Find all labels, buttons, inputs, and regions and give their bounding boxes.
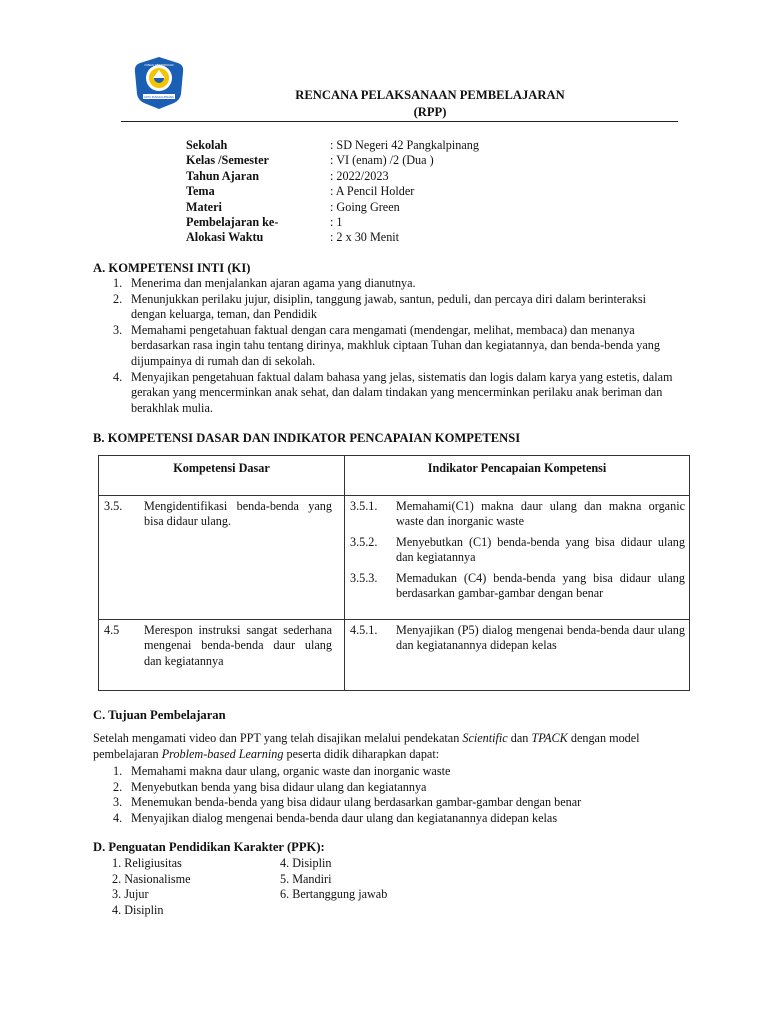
identity-row (186, 169, 479, 184)
list-item: 1. Religiusitas (112, 856, 182, 870)
identity-value: : Going Green (330, 199, 400, 214)
section-c-heading: C. Tujuan Pembelajaran (93, 708, 226, 722)
ppk-list-left (112, 856, 191, 918)
identity-label: Tahun Ajaran (186, 168, 260, 183)
list-item: 2. Menunjukkan perilaku jujur, disiplin, tanggung jawab, santun, peduli, dan percaya diri dalam berinteraksi dengan keluarga, teman, dan Pendidik (113, 291, 646, 322)
section-d-heading: D. Penguatan Pendidikan Karakter (PPK): (93, 840, 325, 854)
identity-value: : A Pencil Holder (330, 184, 415, 199)
ipk-header: Indikator Pencapaian Kompetensi (345, 456, 690, 496)
identity-value: : SD Negeri 42 Pangkalpinang (330, 138, 479, 152)
identity-value: : 2 x 30 Menit (330, 230, 400, 245)
list-item: 2. Menyebutkan benda yang bisa didaur ulang dan kegiatannya (113, 779, 427, 794)
identity-row (186, 184, 479, 199)
table-row (99, 496, 690, 620)
identity-label: Tema (186, 184, 215, 199)
list-item: 5. Mandiri (280, 871, 332, 886)
section-b-heading: B. KOMPETENSI DASAR DAN INDIKATOR PENCAPAIAN KOMPETENSI (93, 431, 521, 445)
list-item: 1. Memahami makna daur ulang, organic waste dan inorganic waste (113, 764, 451, 778)
identity-value: : 1 (330, 215, 343, 230)
ipk-cell: 3.5.1. Memahami(C1) makna daur ulang dan makna organic waste dan inorganic waste 3.5.2. Menyebutkan (C1) benda-benda yang bisa didaur ulang dan kegiatannya 3.5.3. Memadukan (C4) benda-benda yang bisa didaur ulang berdasarkan gambar-gambar dengan benar (345, 496, 690, 620)
identity-label: Kelas /Semester (186, 153, 269, 168)
objective-list (113, 764, 679, 826)
list-item: 4. Menyajikan pengetahuan faktual dalam bahasa yang jelas, sistematis dan logis dalam karya yang estetis, dalam gerakan yang mencerminkan anak sehat, dan dalam tindakan yang mencerminkan perilaku anak beriman dan berakhlak mulia. (113, 369, 673, 415)
identity-label: Sekolah (186, 138, 228, 152)
header-divider (121, 121, 678, 122)
svg-text:KOTA PANGKALPINANG: KOTA PANGKALPINANG (144, 96, 174, 99)
identity-label: Materi (186, 199, 222, 214)
list-item: 4. Disiplin (280, 856, 332, 870)
document-title: RENCANA PELAKSANAAN PEMBELAJARAN (295, 88, 565, 102)
section-a-heading: A. KOMPETENSI INTI (KI) (93, 261, 251, 275)
list-item: 1. Menerima dan menjalankan ajaran agama yang dianutnya. (113, 276, 416, 290)
objective-intro: Setelah mengamati video dan PPT yang telah disajikan melalui pendekatan Scientific dan TPACK dengan model pembelajaran Problem-based Learning peserta didik diharapkan dapat: (93, 731, 640, 761)
table-row (99, 620, 690, 691)
list-item: 4. Menyajikan dialog mengenai benda-benda daur ulang dan kegiatanannya didepan kelas (113, 810, 558, 825)
identity-row (186, 200, 479, 215)
identity-row (186, 138, 479, 153)
document-subtitle: (RPP) (413, 105, 447, 119)
kd-table (98, 455, 690, 691)
identity-value: : VI (enam) /2 (Dua ) (330, 153, 434, 168)
list-item: 4. Disiplin (112, 902, 164, 917)
identity-value: : 2022/2023 (330, 168, 389, 183)
kd-cell: 4.5 Merespon instruksi sangat sederhana mengenai benda-benda daur ulang dan kegiatannya (99, 620, 345, 691)
list-item: 3. Memahami pengetahuan faktual dengan cara mengamati (mendengar, melihat, membaca) dan menanya berdasarkan rasa ingin tahu tentang dirinya, makhluk ciptaan Tuhan dan kegiatannya, dan benda-benda yang dijumpainya di rumah dan di sekolah. (113, 322, 660, 368)
identity-table (186, 138, 479, 246)
identity-row (186, 215, 479, 230)
identity-row (186, 230, 479, 245)
list-item: 3. Jujur (112, 887, 149, 902)
ipk-cell: 4.5.1. Menyajikan (P5) dialog mengenai benda-benda daur ulang dan kegiatanannya didepan kelas (345, 620, 690, 691)
ki-list (113, 276, 679, 416)
list-item: 2. Nasionalisme (112, 871, 191, 886)
identity-label: Alokasi Waktu (186, 230, 264, 245)
list-item: 3. Menemukan benda-benda yang bisa didaur ulang berdasarkan gambar-gambar dengan benar (113, 795, 582, 810)
kd-cell: 3.5. Mengidentifikasi benda-benda yang bisa didaur ulang. (99, 496, 345, 620)
ppk-list-right (280, 856, 387, 903)
kd-header: Kompetensi Dasar (99, 456, 345, 496)
identity-row (186, 153, 479, 168)
identity-label: Pembelajaran ke- (186, 215, 279, 230)
list-item: 6. Bertanggung jawab (280, 887, 388, 902)
svg-text:DINAS PENDIDIKAN: DINAS PENDIDIKAN (144, 63, 174, 67)
